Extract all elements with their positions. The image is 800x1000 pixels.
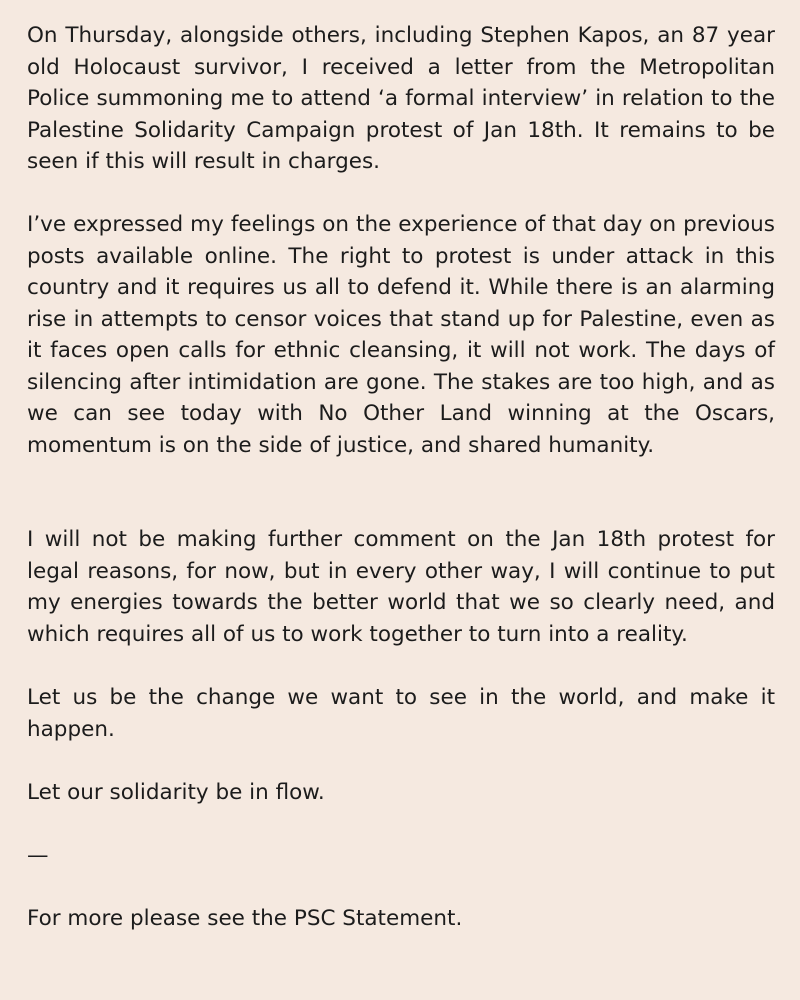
paragraph-psc-statement: For more please see the PSC Statement. [27, 906, 463, 931]
paragraph-no-further-comment: I will not be making further comment on the Jan 18th protest for legal reasons, for now, but in every other way, I will continue to put my energies towards the better world that we so clearly need, and which requires all of us to work together to turn into a reality. [27, 527, 775, 647]
paragraph-be-the-change: Let us be the change we want to see in the world, and make it happen. [27, 685, 775, 742]
paragraph-solidarity: Let our solidarity be in flow. [27, 780, 325, 805]
paragraph-right-to-protest: I’ve expressed my feelings on the experience of that day on previous posts available online. The right to protest is under attack in this country and it requires us all to defend it. While there is an alarming rise in attempts to censor voices that stand up for Palestine, even as it faces open calls for ethnic cleansing, it will not work. The days of silencing after intimidation are gone. The stakes are too high, and as we can see today with No Other Land winning at the Oscars, momentum is on the side of justice, and shared humanity. [27, 212, 775, 458]
separator-dash: — [27, 843, 49, 868]
paragraph-interview-letter: On Thursday, alongside others, including Stephen Kapos, an 87 year old Holocaust survivor, I received a letter from the Metropolitan Police summoning me to attend ‘a formal interview’ in relation to the Palestine Solidarity Campaign protest of Jan 18th. It remains to be seen if this will result in charges. [27, 23, 775, 174]
